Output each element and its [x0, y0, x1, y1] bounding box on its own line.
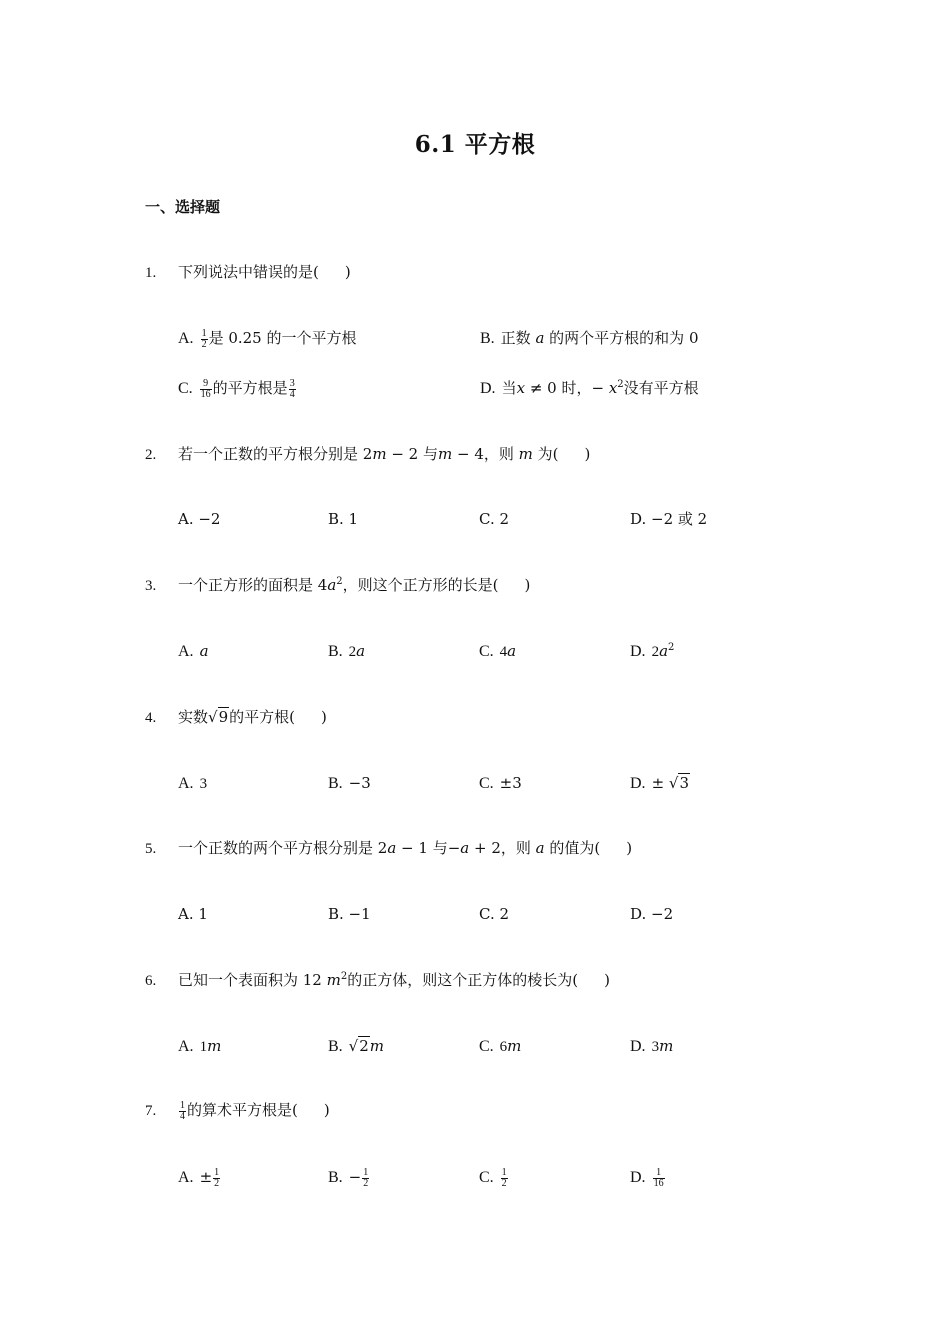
option-1d[interactable]: D. 当x ≠ 0 时，− $x^2$没有平方根 — [480, 379, 699, 397]
option-4a[interactable]: A. 3 — [178, 775, 208, 792]
question-number: 6. — [145, 973, 157, 989]
option-2c[interactable]: C. 2 — [479, 510, 510, 528]
question-number: 7. — [145, 1103, 157, 1119]
question-number: 1. — [145, 265, 157, 281]
option-7c[interactable]: C. $\frac{1}{2}$ — [479, 1166, 507, 1189]
option-2a[interactable]: A. −2 — [178, 510, 221, 528]
question-4 — [145, 707, 327, 728]
option-5d[interactable]: D. −2 — [630, 905, 674, 923]
option-7a[interactable]: A. ± $\frac{1}{2}$ — [178, 1166, 220, 1189]
question-5 — [145, 838, 632, 859]
question-stem: 一个正数的两个平方根分别是 2a − 1 与−a + 2，则 a 的值为( ) — [178, 839, 633, 857]
question-2 — [145, 444, 590, 465]
option-5b[interactable]: B. −1 — [328, 905, 371, 923]
option-6d[interactable]: D. 3m — [630, 1037, 674, 1055]
option-2d[interactable]: D. −2 或 2 — [630, 510, 708, 528]
question-stem: 实数√9的平方根( ) — [178, 708, 327, 726]
option-4c[interactable]: C. ±3 — [479, 774, 522, 792]
option-1c[interactable]: C. $\frac{9}{16}$ 的平方根是 $\frac{3}{4}$ — [178, 377, 295, 400]
page-title: 6.1 平方根 — [414, 131, 536, 158]
sqrt-symbol: √9 — [208, 708, 229, 726]
option-1b[interactable]: B. 正数 a 的两个平方根的和为 0 — [480, 329, 699, 347]
option-1a[interactable]: A. $\frac{1}{2}$ 是 0.25 的一个平方根 — [178, 327, 357, 350]
question-stem: 一个正方形的面积是 $4a^2$，则这个正方形的长是( ) — [178, 576, 531, 594]
option-6a[interactable]: A. 1m — [178, 1037, 222, 1055]
sqrt-symbol: √3 — [668, 774, 690, 792]
option-7d[interactable]: D. $\frac{1}{16}$ — [630, 1166, 664, 1189]
question-number: 4. — [145, 710, 157, 726]
option-4b[interactable]: B. −3 — [328, 774, 371, 792]
option-3a[interactable]: A. a — [178, 642, 209, 660]
question-number: 3. — [145, 578, 157, 594]
option-3b[interactable]: B. 2a — [328, 642, 366, 660]
option-5a[interactable]: A. 1 — [178, 905, 208, 923]
question-6 — [145, 970, 610, 991]
question-1 — [145, 262, 351, 283]
option-3d[interactable]: D. $2a^2$ — [630, 642, 675, 660]
option-7b[interactable]: B. − $\frac{1}{2}$ — [328, 1166, 369, 1189]
question-stem: 下列说法中错误的是( ) — [178, 263, 351, 281]
option-3c[interactable]: C. 4a — [479, 642, 517, 660]
question-3 — [145, 575, 530, 596]
question-number: 5. — [145, 841, 157, 857]
option-2b[interactable]: B. 1 — [328, 510, 359, 528]
question-stem: 若一个正数的平方根分别是 2m − 2 与m − 4，则 m 为( ) — [178, 445, 591, 463]
option-4d[interactable]: D. ± √3 — [630, 774, 690, 792]
question-stem: 已知一个表面积为 12 $m^2$的正方体，则这个正方体的棱长为( ) — [178, 971, 610, 989]
sqrt-symbol: √2 — [348, 1037, 369, 1055]
question-number: 2. — [145, 447, 157, 463]
option-5c[interactable]: C. 2 — [479, 905, 510, 923]
question-7 — [145, 1100, 330, 1122]
option-6b[interactable]: B. √2m — [328, 1037, 385, 1055]
question-stem: $\frac{1}{4}$ 的算术平方根是( ) — [180, 1099, 330, 1122]
section-heading: 一、选择题 — [145, 198, 221, 216]
option-6c[interactable]: C. 6m — [479, 1037, 522, 1055]
